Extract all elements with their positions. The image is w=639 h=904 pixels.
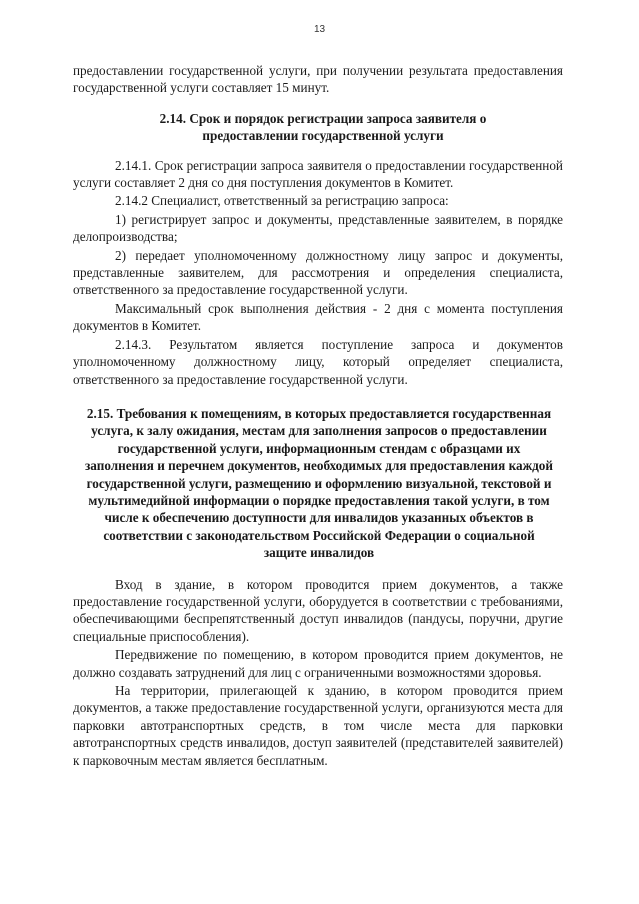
paragraph-entrance: Вход в здание, в котором проводится прием документов, а также предоставление государственной услуги, оборудуется в соответствии с требованиями, обеспечивающими беспрепятственный доступ инвалидов (пандусы, поручни, другие специальные приспособления). [73,576,563,644]
paragraph-item-1: 1) регистрирует запрос и документы, представленные заявителем, в порядке делопроизводства; [73,211,563,245]
page-number: 13 [313,24,326,35]
paragraph-max-term: Максимальный срок выполнения действия - 2 дня с момента поступления документов в Комитет. [73,300,563,334]
page-content [73,62,563,769]
continuation-paragraph: предоставлении государственной услуги, при получении результата предоставления государственной услуги составляет 15 минут. [73,63,563,96]
section-2-15-heading: 2.15. Требования к помещениям, в которых предоставляется государственная услуга, к залу ожидания, местам для заполнения запросов о предоставлении государственной услуги, информационным стендам с образцами их заполнения и перечнем документов, необходимых для предоставления каждой государственной услуги, размещению и оформлению визуальной, текстовой и мультимедийной информации о порядке предоставления такой услуги, в том числе к обеспечению доступности для инвалидов указанных объектов в соответствии с законодательством Российской Федерации о социальной защите инвалидов [85,405,553,561]
paragraph-parking: На территории, прилегающей к зданию, в котором проводится прием документов, а также предоставление государственной услуги, организуются места для парковки автотранспортных средств, в том числе места для парковки автотранспортных средств инвалидов, доступ заявителей (представителей заявителей) к парковочным местам является бесплатным. [73,683,563,768]
paragraph-2-14-2: 2.14.2 Специалист, ответственный за регистрацию запроса: [115,193,449,209]
paragraph-item-2: 2) передает уполномоченному должностному лицу запрос и документы, представленные заявителем, для рассмотрения и определения специалиста, ответственного за предоставление государственной услуги. [73,247,563,298]
paragraph-2-14-3: 2.14.3. Результатом является поступление запроса и документов уполномоченному должностному лицу, который определяет специалиста, ответственного за предоставление государственной услуги. [73,336,563,387]
paragraph-movement: Передвижение по помещению, в котором проводится прием документов, не должно создавать затруднений для лиц с ограниченными возможностями здоровья. [73,647,563,680]
section-2-14-heading: 2.14. Срок и порядок регистрации запроса заявителя о предоставлении государственной услуги [159,110,487,144]
paragraph-2-14-1: 2.14.1. Срок регистрации запроса заявителя о предоставлении государственной услуги составляет 2 дня со дня поступления документов в Комитет. [73,157,563,191]
